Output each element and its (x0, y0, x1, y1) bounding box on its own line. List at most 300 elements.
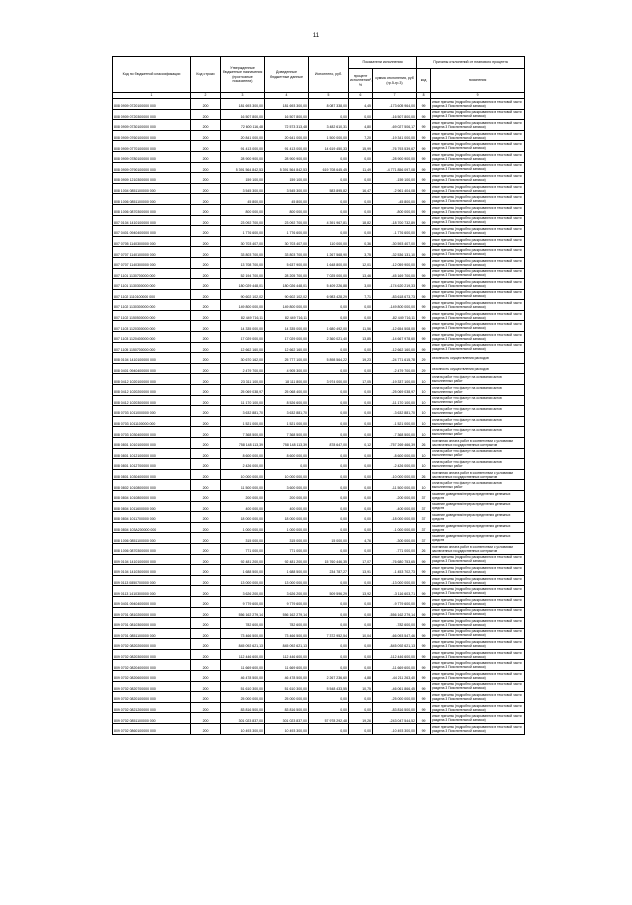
reason-code-cell: 99 (417, 99, 431, 110)
delivered-cell: 400 000,00 (265, 501, 309, 512)
delivered-cell: 12 662 160,00 (265, 342, 309, 353)
line-code-cell: 200 (191, 512, 221, 523)
budget-code-cell: 808 0909 0720300000 000 (113, 109, 191, 120)
deviation-cell: -2 961 404,08 (373, 183, 417, 194)
approved-cell: 3 545 300,00 (221, 183, 265, 194)
table-row (113, 332, 525, 343)
table-row (113, 543, 525, 554)
table-row (113, 374, 525, 385)
approved-cell: 18 000 000,00 (221, 512, 265, 523)
line-code-cell: 200 (191, 162, 221, 173)
approved-cell: 181 693 300,00 (221, 99, 265, 110)
deviation-cell: -10 493 300,00 (373, 724, 417, 735)
percent-cell: 0,00 (349, 342, 373, 353)
table-row (113, 236, 525, 247)
percent-cell: 0,00 (349, 310, 373, 321)
deviation-cell: -66 093 547,46 (373, 628, 417, 639)
reason-code-cell: 37 (417, 490, 431, 501)
line-code-cell: 200 (191, 173, 221, 184)
table-row (113, 395, 525, 406)
reason-code-cell: 99 (417, 575, 431, 586)
budget-code-cell: 808 0909 0770100000 000 (113, 141, 191, 152)
line-code-cell: 200 (191, 120, 221, 131)
table-row (113, 533, 525, 544)
budget-code-cell: 807 0401 0940400000 000 (113, 226, 191, 237)
reason-code-cell: 10 (417, 427, 431, 438)
explanation-cell: иные причины (подробно раскрываются в текстовой части раздела 3 Пояснительной записки) (431, 236, 525, 247)
line-code-cell: 200 (191, 713, 221, 724)
table-row (113, 363, 525, 374)
delivered-cell: 1 521 000,00 (265, 416, 309, 427)
executed-cell: 1 500 000,00 (309, 130, 349, 141)
executed-cell: 0,00 (309, 427, 349, 438)
reason-code-cell: 37 (417, 522, 431, 533)
executed-cell: 1 680 492,00 (309, 321, 349, 332)
explanation-cell: поэтапная оплата работ в соответствии с условиями заключенных государственных контрактов (431, 469, 525, 480)
executed-cell: 234 787,27 (309, 565, 349, 576)
executed-cell: 1 267 568,90 (309, 247, 349, 258)
executed-cell: 0,00 (309, 406, 349, 417)
table-row (113, 353, 525, 364)
line-code-cell: 200 (191, 109, 221, 120)
table-row (113, 692, 525, 703)
explanation-cell: иные причины (подробно раскрываются в текстовой части раздела 3 Пояснительной записки) (431, 194, 525, 205)
approved-cell: 3 632 881,70 (221, 406, 265, 417)
reason-code-cell: 99 (417, 649, 431, 660)
percent-cell: 0,00 (349, 416, 373, 427)
approved-cell: 301 023 837,00 (221, 713, 265, 724)
delivered-cell: 10 000 000,00 (265, 469, 309, 480)
executed-cell: 1 648 800,00 (309, 257, 349, 268)
approved-cell: 83 816 500,00 (221, 702, 265, 713)
explanation-cell: гашение доведения/перераспределения денежных средств (431, 522, 525, 533)
explanation-cell: сезонность осуществления расходов (431, 353, 525, 364)
executed-cell: 14 619 450,33 (309, 141, 349, 152)
explanation-cell: оплата работ «по факту» на основании актов выполненных работ (431, 416, 525, 427)
approved-cell: 771 000,00 (221, 543, 265, 554)
deviation-cell: -18 000 000,00 (373, 512, 417, 523)
deviation-cell: -173 605 964,00 (373, 99, 417, 110)
deviation-cell: -28 900 900,00 (373, 151, 417, 162)
explanation-cell: поэтапная оплата работ в соответствии с условиями заключенных государственных контрактов (431, 543, 525, 554)
table-row (113, 310, 525, 321)
budget-code-cell: 808 0401 0940400000 000 (113, 363, 191, 374)
delivered-cell: 25 777 100,00 (265, 353, 309, 364)
table-row (113, 99, 525, 110)
explanation-cell: оплата работ «по факту» на основании актов выполненных работ (431, 406, 525, 417)
percent-cell: 16,47 (349, 183, 373, 194)
explanation-cell: оплата работ «по факту» на основании актов выполненных работ (431, 395, 525, 406)
header-executed: Исполнено, руб. (309, 57, 349, 93)
reason-code-cell: 99 (417, 702, 431, 713)
budget-code-cell: 808 0104 1410100000 000 (113, 353, 191, 364)
table-row (113, 194, 525, 205)
table-row (113, 671, 525, 682)
explanation-cell: иные причины (подробно раскрываются в текстовой части раздела 3 Пояснительной записки) (431, 681, 525, 692)
line-code-cell: 200 (191, 692, 221, 703)
deviation-cell: -16 507 800,00 (373, 109, 417, 120)
explanation-cell: иные причины (подробно раскрываются в текстовой части раздела 3 Пояснительной записки) (431, 289, 525, 300)
budget-code-cell: 808 0801 1012100000 000 (113, 448, 191, 459)
budget-code-cell: 807 0104 1410100000 000 (113, 215, 191, 226)
budget-code-cell: 809 0701 0851100000 000 (113, 628, 191, 639)
approved-cell: 9 779 600,00 (221, 596, 265, 607)
budget-code-cell: 808 0804 1011600000 000 (113, 501, 191, 512)
executed-cell: 0,00 (309, 639, 349, 650)
line-code-cell: 200 (191, 226, 221, 237)
reason-code-cell: 99 (417, 565, 431, 576)
approved-cell: 782 600,00 (221, 618, 265, 629)
budget-code-cell: 808 1006 0851100000 000 (113, 533, 191, 544)
executed-cell: 0,00 (309, 724, 349, 735)
delivered-cell: 4 905 300,00 (265, 363, 309, 374)
deviation-cell: -32 536 131,10 (373, 247, 417, 258)
deviation-cell: -112 446 600,00 (373, 649, 417, 660)
delivered-cell: 11 669 600,00 (265, 660, 309, 671)
percent-cell: 4,88 (349, 671, 373, 682)
executed-cell: 0,00 (309, 342, 349, 353)
executed-cell: 0,00 (309, 596, 349, 607)
line-code-cell: 200 (191, 257, 221, 268)
line-code-cell: 200 (191, 501, 221, 512)
table-row (113, 247, 525, 258)
executed-cell: 878 647,00 (309, 438, 349, 449)
reason-code-cell: 26 (417, 469, 431, 480)
percent-cell: 0,00 (349, 607, 373, 618)
delivered-cell: 51 610 300,00 (265, 681, 309, 692)
deviation-cell: -200 000,00 (373, 490, 417, 501)
column-number: 5 (309, 93, 349, 99)
executed-cell: 0,00 (309, 649, 349, 660)
header-approved: Утвержденные бюджетные назначения (прогнозные показатели) (221, 57, 265, 93)
line-code-cell: 200 (191, 321, 221, 332)
table-row (113, 141, 525, 152)
line-code-cell: 200 (191, 660, 221, 671)
percent-cell: 0,00 (349, 522, 373, 533)
reason-code-cell: 10 (417, 459, 431, 470)
table-row (113, 300, 525, 311)
executed-cell: 0,00 (309, 469, 349, 480)
executed-cell: 8 087 338,00 (309, 99, 349, 110)
executed-cell: 0,00 (309, 300, 349, 311)
deviation-cell: -10 000 000,00 (373, 469, 417, 480)
approved-cell: 92 481 200,00 (221, 554, 265, 565)
approved-cell: 1 688 500,00 (221, 565, 265, 576)
deviation-cell: -46 061 866,45 (373, 681, 417, 692)
line-code-cell: 200 (191, 586, 221, 597)
line-code-cell: 200 (191, 543, 221, 554)
line-code-cell: 200 (191, 649, 221, 660)
deviation-cell: -9 779 600,00 (373, 596, 417, 607)
table-row (113, 522, 525, 533)
delivered-cell: 8 600 000,00 (265, 448, 309, 459)
line-code-cell: 200 (191, 416, 221, 427)
deviation-cell: -13 000 000,00 (373, 575, 417, 586)
line-code-cell: 200 (191, 681, 221, 692)
delivered-cell: 3 626 200,00 (265, 586, 309, 597)
delivered-cell: 23 092 700,00 (265, 215, 309, 226)
budget-code-cell: 809 0702 0820100000 000 (113, 692, 191, 703)
budget-code-cell: 808 0909 0790100000 000 (113, 162, 191, 173)
deviation-cell: -19 341 000,00 (373, 130, 417, 141)
percent-cell: 17,07 (349, 554, 373, 565)
percent-cell: 4,45 (349, 99, 373, 110)
approved-cell: 51 610 300,00 (221, 681, 265, 692)
delivered-cell: 28 900 900,00 (265, 151, 309, 162)
approved-cell: 1 776 600,00 (221, 226, 265, 237)
budget-code-cell: 807 1103 1120300000 000 (113, 321, 191, 332)
delivered-cell: 17 029 000,00 (265, 332, 309, 343)
table-row (113, 151, 525, 162)
line-code-cell: 200 (191, 490, 221, 501)
table-row (113, 554, 525, 565)
executed-cell: 6 983 428,29 (309, 289, 349, 300)
line-code-cell: 200 (191, 448, 221, 459)
explanation-cell: сезонность осуществления расходов (431, 363, 525, 374)
executed-cell: 0,00 (309, 459, 349, 470)
executed-cell: 0,00 (309, 512, 349, 523)
line-code-cell: 200 (191, 332, 221, 343)
executed-cell: 2 267 236,60 (309, 671, 349, 682)
deviation-cell: -69 027 506,17 (373, 120, 417, 131)
approved-cell: 10 493 300,00 (221, 724, 265, 735)
line-code-cell: 200 (191, 702, 221, 713)
executed-cell: 2 360 021,40 (309, 332, 349, 343)
deviation-cell: -2 479 700,00 (373, 363, 417, 374)
table-row (113, 713, 525, 724)
reason-code-cell: 99 (417, 289, 431, 300)
header-line-code: Код строки (191, 57, 221, 93)
percent-cell: 0,00 (349, 194, 373, 205)
delivered-cell: 33 803 700,00 (265, 247, 309, 258)
reason-code-cell: 10 (417, 385, 431, 396)
executed-cell: 4 391 967,81 (309, 215, 349, 226)
explanation-cell: иные причины (подробно раскрываются в текстовой части раздела 3 Пояснительной записки) (431, 713, 525, 724)
deviation-cell: -3 116 603,71 (373, 586, 417, 597)
delivered-cell: 14 335 000,00 (265, 321, 309, 332)
budget-code-cell: 808 0703 1011100000 000 (113, 416, 191, 427)
deviation-cell: -845 092 621,13 (373, 639, 417, 650)
line-code-cell: 200 (191, 469, 221, 480)
line-code-cell: 200 (191, 300, 221, 311)
explanation-cell: иные причины (подробно раскрываются в текстовой части раздела 3 Пояснительной записки) (431, 702, 525, 713)
explanation-cell: иные причины (подробно раскрываются в текстовой части раздела 3 Пояснительной записки) (431, 247, 525, 258)
percent-cell: 0,00 (349, 109, 373, 120)
budget-code-cell: 808 0801 1030400000 000 (113, 469, 191, 480)
reason-code-cell: 99 (417, 109, 431, 120)
reason-code-cell: 99 (417, 151, 431, 162)
delivered-cell: 3 545 300,00 (265, 183, 309, 194)
approved-cell: 73 466 500,00 (221, 628, 265, 639)
table-row (113, 480, 525, 491)
deviation-cell: -1 521 000,00 (373, 416, 417, 427)
approved-cell: 45 800,00 (221, 194, 265, 205)
header-group-indicators: Показатели исполнения (349, 57, 417, 69)
delivered-cell: 200 000,00 (265, 490, 309, 501)
percent-cell: 0,00 (349, 490, 373, 501)
table-row (113, 469, 525, 480)
approved-cell: 90 602 102,02 (221, 289, 265, 300)
explanation-cell: иные причины (подробно раскрываются в текстовой части раздела 3 Пояснительной записки) (431, 660, 525, 671)
budget-code-cell: 809 0104 1410100000 000 (113, 554, 191, 565)
delivered-cell: 301 023 837,00 (265, 713, 309, 724)
percent-cell: 15,99 (349, 141, 373, 152)
table-row (113, 607, 525, 618)
table-row (113, 321, 525, 332)
approved-cell: 556 162 279,14 (221, 607, 265, 618)
percent-cell: 19,26 (349, 713, 373, 724)
line-code-cell: 200 (191, 724, 221, 735)
delivered-cell: 18 111 800,00 (265, 374, 309, 385)
line-code-cell: 200 (191, 353, 221, 364)
reason-code-cell: 99 (417, 342, 431, 353)
deviation-cell: -7 368 500,00 (373, 427, 417, 438)
delivered-cell: 83 816 500,00 (265, 702, 309, 713)
line-code-cell: 200 (191, 607, 221, 618)
column-number: 4 (265, 93, 309, 99)
deviation-cell: -174 620 219,33 (373, 279, 417, 290)
percent-cell: 0,00 (349, 406, 373, 417)
reason-code-cell: 99 (417, 183, 431, 194)
deviation-cell: -30 593 407,00 (373, 236, 417, 247)
reason-code-cell: 99 (417, 681, 431, 692)
percent-cell: 0,00 (349, 300, 373, 311)
deviation-cell: -82 449 716,11 (373, 310, 417, 321)
percent-cell: 0,00 (349, 469, 373, 480)
reason-code-cell: 99 (417, 596, 431, 607)
delivered-cell: 5 391 564 842,53 (265, 162, 309, 173)
delivered-cell: 159 100,00 (265, 173, 309, 184)
line-code-cell: 200 (191, 236, 221, 247)
deviation-cell: -8 600 000,00 (373, 448, 417, 459)
column-number: 9 (431, 93, 525, 99)
approved-cell: 46 478 500,00 (221, 671, 265, 682)
budget-code-cell: 807 1101 1130700000 000 (113, 268, 191, 279)
delivered-cell: 46 478 500,00 (265, 671, 309, 682)
executed-cell: 0,00 (309, 385, 349, 396)
reason-code-cell: 10 (417, 374, 431, 385)
budget-code-cell: 807 0707 1140300000 000 (113, 257, 191, 268)
percent-cell: 0,00 (349, 480, 373, 491)
approved-cell: 149 800 000,00 (221, 300, 265, 311)
budget-code-cell: 808 0804 1011700000 000 (113, 512, 191, 523)
approved-cell: 3 626 200,00 (221, 586, 265, 597)
explanation-cell: иные причины (подробно раскрываются в текстовой части раздела 3 Пояснительной записки) (431, 724, 525, 735)
deviation-cell: -300 000,00 (373, 533, 417, 544)
approved-cell: 20 841 000,00 (221, 130, 265, 141)
percent-cell: 7,71 (349, 289, 373, 300)
deviation-cell: -76 793 539,67 (373, 141, 417, 152)
reason-code-cell: 99 (417, 713, 431, 724)
deviation-cell: -44 211 263,40 (373, 671, 417, 682)
percent-cell: 0,00 (349, 459, 373, 470)
table-row (113, 183, 525, 194)
line-code-cell: 200 (191, 565, 221, 576)
percent-cell: 13,92 (349, 586, 373, 597)
approved-cell: 2 479 700,00 (221, 363, 265, 374)
percent-cell: 10,04 (349, 628, 373, 639)
reason-code-cell: 99 (417, 226, 431, 237)
column-number: 2 (191, 93, 221, 99)
approved-cell: 315 000,00 (221, 533, 265, 544)
page-number: 11 (312, 33, 320, 39)
table-row (113, 660, 525, 671)
budget-code-cell: 807 1103 1120400000 000 (113, 332, 191, 343)
reason-code-cell: 99 (417, 607, 431, 618)
budget-code-cell: 808 0804 103A200000 000 (113, 522, 191, 533)
line-code-cell: 200 (191, 141, 221, 152)
deviation-cell: -1 776 600,00 (373, 226, 417, 237)
delivered-cell: 1 776 600,00 (265, 226, 309, 237)
budget-code-cell: 808 0412 1020100000 000 (113, 374, 191, 385)
percent-cell: 0,00 (349, 639, 373, 650)
explanation-cell: поэтапная оплата работ в соответствии с условиями заключенных государственных контрактов (431, 438, 525, 449)
explanation-cell: иные причины (подробно раскрываются в текстовой части раздела 3 Пояснительной записки) (431, 596, 525, 607)
approved-cell: 16 507 800,00 (221, 109, 265, 120)
budget-code-cell: 809 0702 0820400000 000 (113, 660, 191, 671)
reason-code-cell: 10 (417, 480, 431, 491)
approved-cell: 23 092 700,00 (221, 215, 265, 226)
line-code-cell: 200 (191, 671, 221, 682)
deviation-cell: -3 632 881,70 (373, 406, 417, 417)
deviation-cell: -25 000 000,00 (373, 692, 417, 703)
line-code-cell: 200 (191, 363, 221, 374)
executed-cell: 0,00 (309, 522, 349, 533)
executed-cell: 110 000,00 (309, 236, 349, 247)
percent-cell: 13,91 (349, 565, 373, 576)
reason-code-cell: 99 (417, 257, 431, 268)
executed-cell: 0,00 (309, 151, 349, 162)
deviation-cell: -11 170 100,00 (373, 395, 417, 406)
percent-cell: 3,75 (349, 247, 373, 258)
percent-cell: 0,00 (349, 724, 373, 735)
budget-code-cell: 809 0104 1410300000 000 (113, 565, 191, 576)
executed-cell: 0,00 (309, 416, 349, 427)
executed-cell: 7 372 952,54 (309, 628, 349, 639)
approved-cell: 30 703 407,00 (221, 236, 265, 247)
delivered-cell: 782 600,00 (265, 618, 309, 629)
line-code-cell: 200 (191, 639, 221, 650)
approved-cell: 72 600 116,48 (221, 120, 265, 131)
delivered-cell: 90 602 102,02 (265, 289, 309, 300)
approved-cell: 23 311 100,00 (221, 374, 265, 385)
delivered-cell: 845 092 621,13 (265, 639, 309, 650)
reason-code-cell: 99 (417, 215, 431, 226)
delivered-cell: 800 000,00 (265, 204, 309, 215)
explanation-cell: оплата работ «по факту» на основании актов выполненных работ (431, 374, 525, 385)
explanation-cell: иные причины (подробно раскрываются в текстовой части раздела 3 Пояснительной записки) (431, 300, 525, 311)
explanation-cell: гашение доведения/перераспределения денежных средств (431, 490, 525, 501)
executed-cell: 509 596,29 (309, 586, 349, 597)
executed-cell: 0,00 (309, 173, 349, 184)
approved-cell: 1 000 000,00 (221, 522, 265, 533)
line-code-cell: 200 (191, 247, 221, 258)
budget-code-cell: 809 0113 0850700000 000 (113, 575, 191, 586)
executed-cell: 0,00 (309, 310, 349, 321)
reason-code-cell: 99 (417, 194, 431, 205)
explanation-cell: иные причины (подробно раскрываются в текстовой части раздела 3 Пояснительной записки) (431, 151, 525, 162)
budget-code-cell: 808 1006 0851100000 000 (113, 194, 191, 205)
approved-cell: 845 092 621,13 (221, 639, 265, 650)
budget-code-cell: 808 1006 0870300000 000 (113, 204, 191, 215)
explanation-cell: иные причины (подробно раскрываются в текстовой части раздела 3 Пояснительной записки) (431, 586, 525, 597)
executed-cell: 0,00 (309, 607, 349, 618)
approved-cell: 25 069 038,97 (221, 385, 265, 396)
reason-code-cell: 99 (417, 247, 431, 258)
reason-code-cell: 29 (417, 353, 431, 364)
budget-code-cell: 807 1102 1150500000 000 (113, 310, 191, 321)
percent-cell: 0,00 (349, 512, 373, 523)
